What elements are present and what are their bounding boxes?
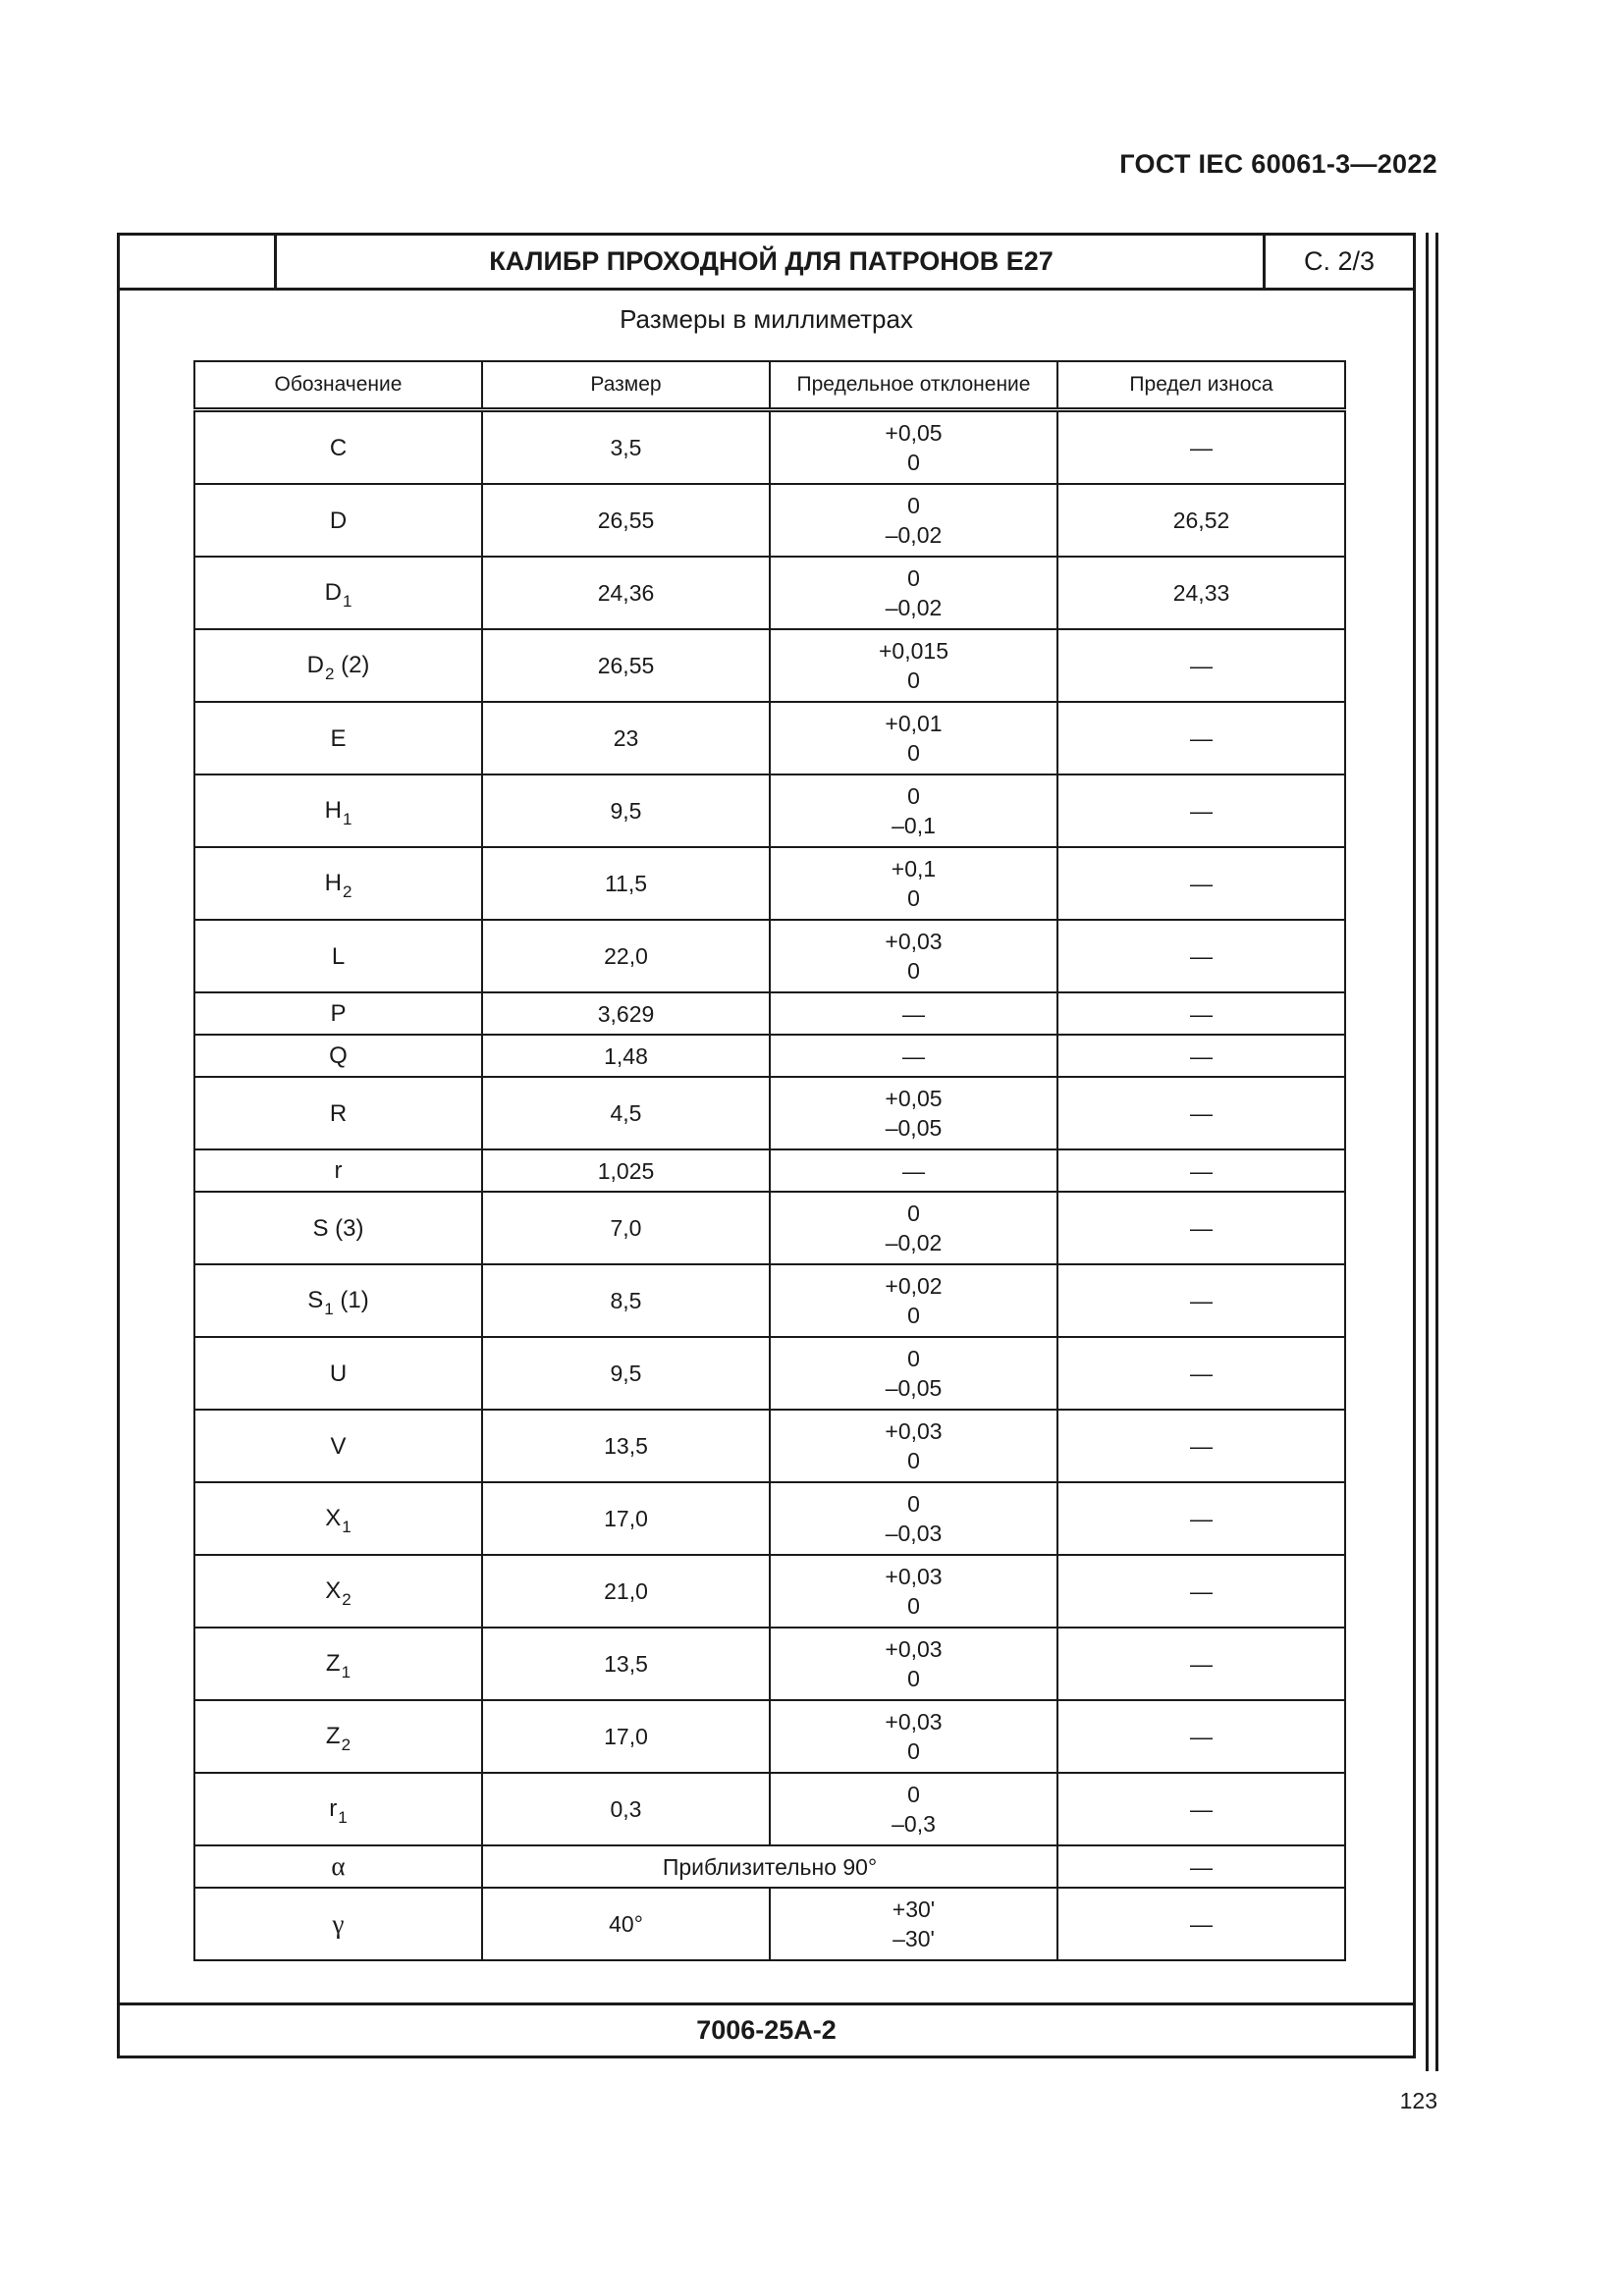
tolerance-cell: — — [770, 1149, 1057, 1192]
tolerance-cell — [770, 774, 1057, 847]
size-cell: 17,0 — [482, 1482, 770, 1555]
table-row — [194, 920, 1345, 992]
designation-cell — [194, 1700, 482, 1773]
designation-symbol: D — [329, 507, 348, 534]
wear-limit-cell: — — [1057, 1264, 1345, 1337]
designation-symbol: X — [325, 1576, 342, 1604]
sheet-page-label: С. 2/3 — [1263, 236, 1413, 288]
tolerance-cell — [770, 920, 1057, 992]
designation-cell — [194, 1555, 482, 1628]
table-row — [194, 992, 1345, 1035]
designation-cell — [194, 1149, 482, 1192]
table-row — [194, 1888, 1345, 1960]
tolerance-cell — [770, 1700, 1057, 1773]
tolerance-upper: +0,01 — [885, 711, 943, 736]
tolerance-upper: +0,1 — [891, 856, 937, 881]
designation-symbol: S — [312, 1214, 329, 1242]
tolerance-cell — [770, 1337, 1057, 1410]
page-number: 123 — [1399, 2088, 1437, 2113]
tolerance-cell — [770, 702, 1057, 774]
table-row — [194, 1628, 1345, 1700]
wear-limit-cell: — — [1057, 1888, 1345, 1960]
size-cell: 13,5 — [482, 1628, 770, 1700]
tolerance-upper: +0,03 — [885, 1636, 943, 1662]
size-cell: 13,5 — [482, 1410, 770, 1482]
tolerance-lower: –0,02 — [885, 1230, 943, 1255]
designation-cell — [194, 1077, 482, 1149]
designation-subscript: 2 — [342, 881, 352, 901]
table-row — [194, 1149, 1345, 1192]
tolerance-upper: +0,02 — [885, 1273, 943, 1299]
tolerance-lower: 0 — [907, 450, 920, 475]
tolerance-lower: 0 — [907, 958, 920, 984]
wear-limit-cell: 24,33 — [1057, 557, 1345, 629]
sheet-title-bar — [120, 236, 1413, 291]
table-row — [194, 1700, 1345, 1773]
designation-symbol: r — [334, 1157, 343, 1184]
table-row — [194, 1035, 1345, 1077]
size-cell: 9,5 — [482, 774, 770, 847]
tolerance-lower: –0,03 — [885, 1521, 943, 1546]
wear-limit-cell: — — [1057, 1410, 1345, 1482]
tolerance-lower: 0 — [907, 667, 920, 693]
table-row — [194, 1264, 1345, 1337]
designation-symbol: H — [324, 796, 342, 824]
size-cell: 40° — [482, 1888, 770, 1960]
designation-subscript: 1 — [342, 591, 352, 611]
tolerance-cell — [770, 629, 1057, 702]
size-cell: 4,5 — [482, 1077, 770, 1149]
tolerance-lower: 0 — [907, 1593, 920, 1619]
tolerance-lower: 0 — [907, 740, 920, 766]
designation-note: (1) — [333, 1286, 369, 1313]
wear-limit-cell: — — [1057, 1845, 1345, 1888]
table-row — [194, 774, 1345, 847]
wear-limit-cell: — — [1057, 920, 1345, 992]
designation-note: (2) — [334, 651, 370, 678]
wear-limit-cell: — — [1057, 629, 1345, 702]
tolerance-upper: +0,03 — [885, 1564, 943, 1589]
designation-symbol: U — [329, 1360, 348, 1387]
designation-cell — [194, 1410, 482, 1482]
designation-subscript: 2 — [324, 664, 335, 683]
size-cell: 24,36 — [482, 557, 770, 629]
designation-cell — [194, 774, 482, 847]
designation-symbol: X — [325, 1504, 342, 1531]
wear-limit-cell: — — [1057, 1628, 1345, 1700]
designation-symbol: D — [324, 578, 342, 606]
header-tolerance: Предельное отклонение — [770, 361, 1057, 410]
designation-cell — [194, 1773, 482, 1845]
designation-symbol: r — [329, 1794, 338, 1822]
wear-limit-cell: — — [1057, 847, 1345, 920]
tolerance-upper: +0,03 — [885, 1418, 943, 1444]
table-row — [194, 702, 1345, 774]
designation-cell — [194, 629, 482, 702]
wear-limit-cell: — — [1057, 1337, 1345, 1410]
size-cell: 23 — [482, 702, 770, 774]
frame-edge-line — [1435, 233, 1438, 2071]
designation-symbol: Q — [329, 1042, 348, 1069]
tolerance-upper: +0,03 — [885, 929, 943, 954]
size-cell: 8,5 — [482, 1264, 770, 1337]
designation-cell — [194, 1888, 482, 1960]
dimensions-table — [193, 360, 1346, 1961]
tolerance-lower: 0 — [907, 1448, 920, 1473]
designation-subscript: 2 — [341, 1735, 352, 1754]
designation-cell — [194, 1264, 482, 1337]
tolerance-upper: 0 — [907, 1201, 920, 1226]
table-header-row — [194, 361, 1345, 410]
designation-symbol: H — [324, 869, 342, 896]
designation-subscript: 1 — [324, 1299, 334, 1318]
size-cell: 11,5 — [482, 847, 770, 920]
designation-symbol: α — [331, 1851, 346, 1881]
tolerance-cell: — — [770, 992, 1057, 1035]
tolerance-lower: –0,05 — [885, 1115, 943, 1141]
tolerance-cell — [770, 484, 1057, 557]
wear-limit-cell: — — [1057, 702, 1345, 774]
designation-subscript: 1 — [338, 1807, 348, 1827]
tolerance-upper: +0,05 — [885, 420, 943, 446]
designation-symbol: R — [329, 1099, 348, 1127]
designation-cell — [194, 1192, 482, 1264]
table-row — [194, 1337, 1345, 1410]
designation-subscript: 1 — [342, 809, 352, 828]
size-cell: 22,0 — [482, 920, 770, 992]
tolerance-cell — [770, 410, 1057, 485]
size-cell: 26,55 — [482, 629, 770, 702]
tolerance-upper: 0 — [907, 493, 920, 518]
table-row — [194, 629, 1345, 702]
tolerance-lower: –0,3 — [892, 1811, 936, 1837]
designation-symbol: Z — [325, 1722, 341, 1749]
frame-edge-line — [1426, 233, 1429, 2071]
wear-limit-cell: — — [1057, 1149, 1345, 1192]
wear-limit-cell: — — [1057, 410, 1345, 485]
tolerance-cell: — — [770, 1035, 1057, 1077]
designation-subscript: 2 — [342, 1589, 352, 1609]
wear-limit-cell: — — [1057, 1555, 1345, 1628]
wear-limit-cell: — — [1057, 1192, 1345, 1264]
tolerance-upper: 0 — [907, 565, 920, 591]
wear-limit-cell: — — [1057, 1773, 1345, 1845]
table-row — [194, 1077, 1345, 1149]
tolerance-upper: 0 — [907, 1346, 920, 1371]
designation-symbol: E — [330, 724, 347, 752]
tolerance-cell — [770, 1773, 1057, 1845]
designation-note: (3) — [328, 1214, 364, 1242]
tolerance-lower: –0,02 — [885, 522, 943, 548]
size-cell: 1,48 — [482, 1035, 770, 1077]
header-designation: Обозначение — [194, 361, 482, 410]
designation-cell — [194, 1845, 482, 1888]
size-cell: 17,0 — [482, 1700, 770, 1773]
tolerance-upper: +30' — [892, 1896, 936, 1922]
wear-limit-cell: — — [1057, 1482, 1345, 1555]
tolerance-lower: 0 — [907, 885, 920, 911]
tolerance-cell — [770, 1482, 1057, 1555]
wear-limit-cell: 26,52 — [1057, 484, 1345, 557]
designation-symbol: S — [307, 1286, 324, 1313]
designation-symbol: γ — [332, 1908, 345, 1939]
table-row — [194, 847, 1345, 920]
table-row — [194, 557, 1345, 629]
designation-cell — [194, 992, 482, 1035]
header-size: Размер — [482, 361, 770, 410]
size-cell: 7,0 — [482, 1192, 770, 1264]
size-cell: 3,5 — [482, 410, 770, 485]
title-left-cell — [120, 236, 277, 288]
wear-limit-cell: — — [1057, 1035, 1345, 1077]
table-row — [194, 1192, 1345, 1264]
sheet-code: 7006-25А-2 — [120, 2002, 1413, 2056]
designation-symbol: P — [330, 1000, 347, 1027]
wear-limit-cell: — — [1057, 774, 1345, 847]
size-cell: 9,5 — [482, 1337, 770, 1410]
table-row — [194, 410, 1345, 485]
tolerance-cell — [770, 1192, 1057, 1264]
tolerance-cell — [770, 1410, 1057, 1482]
tolerance-upper: 0 — [907, 1782, 920, 1807]
tolerance-lower: –0,1 — [892, 813, 936, 838]
tolerance-upper: +0,05 — [885, 1086, 943, 1111]
tolerance-cell — [770, 1077, 1057, 1149]
tolerance-cell — [770, 1555, 1057, 1628]
tolerance-upper: +0,03 — [885, 1709, 943, 1735]
designation-symbol: Z — [325, 1649, 341, 1677]
units-note: Размеры в миллиметрах — [620, 304, 913, 334]
designation-cell — [194, 484, 482, 557]
table-row — [194, 1555, 1345, 1628]
size-cell: 21,0 — [482, 1555, 770, 1628]
designation-subscript: 1 — [341, 1662, 352, 1682]
tolerance-lower: –30' — [893, 1926, 935, 1951]
designation-cell — [194, 1337, 482, 1410]
tolerance-upper: +0,015 — [879, 638, 948, 664]
size-cell: 1,025 — [482, 1149, 770, 1192]
designation-cell — [194, 920, 482, 992]
tolerance-cell — [770, 1628, 1057, 1700]
tolerance-cell — [770, 847, 1057, 920]
table-row — [194, 1482, 1345, 1555]
tolerance-lower: –0,02 — [885, 595, 943, 620]
designation-cell — [194, 847, 482, 920]
table-row — [194, 1773, 1345, 1845]
size-cell: 3,629 — [482, 992, 770, 1035]
tolerance-lower: 0 — [907, 1303, 920, 1328]
size-merged-cell: Приблизительно 90° — [482, 1845, 1057, 1888]
header-wear-limit: Предел износа — [1057, 361, 1345, 410]
size-cell: 0,3 — [482, 1773, 770, 1845]
designation-cell — [194, 557, 482, 629]
designation-cell — [194, 410, 482, 485]
sheet-title: КАЛИБР ПРОХОДНОЙ ДЛЯ ПАТРОНОВ Е27 — [489, 246, 1054, 276]
designation-cell — [194, 1482, 482, 1555]
tolerance-upper: 0 — [907, 783, 920, 809]
designation-symbol: L — [331, 942, 346, 970]
tolerance-lower: 0 — [907, 1738, 920, 1764]
designation-cell — [194, 1035, 482, 1077]
designation-symbol: V — [330, 1432, 347, 1460]
dimensions-table-body — [194, 410, 1345, 1961]
tolerance-upper: 0 — [907, 1491, 920, 1517]
wear-limit-cell: — — [1057, 1700, 1345, 1773]
drawing-sheet-frame — [117, 233, 1416, 2058]
designation-symbol: D — [306, 651, 324, 678]
size-cell: 26,55 — [482, 484, 770, 557]
table-row — [194, 1410, 1345, 1482]
wear-limit-cell: — — [1057, 1077, 1345, 1149]
table-row — [194, 484, 1345, 557]
tolerance-cell — [770, 1264, 1057, 1337]
designation-cell — [194, 702, 482, 774]
designation-symbol: C — [329, 434, 348, 461]
tolerance-lower: –0,05 — [885, 1375, 943, 1401]
designation-cell — [194, 1628, 482, 1700]
standard-designation: ГОСТ IEC 60061-3—2022 — [1119, 149, 1437, 179]
tolerance-lower: 0 — [907, 1666, 920, 1691]
designation-subscript: 1 — [342, 1517, 352, 1536]
tolerance-cell — [770, 1888, 1057, 1960]
wear-limit-cell: — — [1057, 992, 1345, 1035]
table-row — [194, 1845, 1345, 1888]
tolerance-cell — [770, 557, 1057, 629]
